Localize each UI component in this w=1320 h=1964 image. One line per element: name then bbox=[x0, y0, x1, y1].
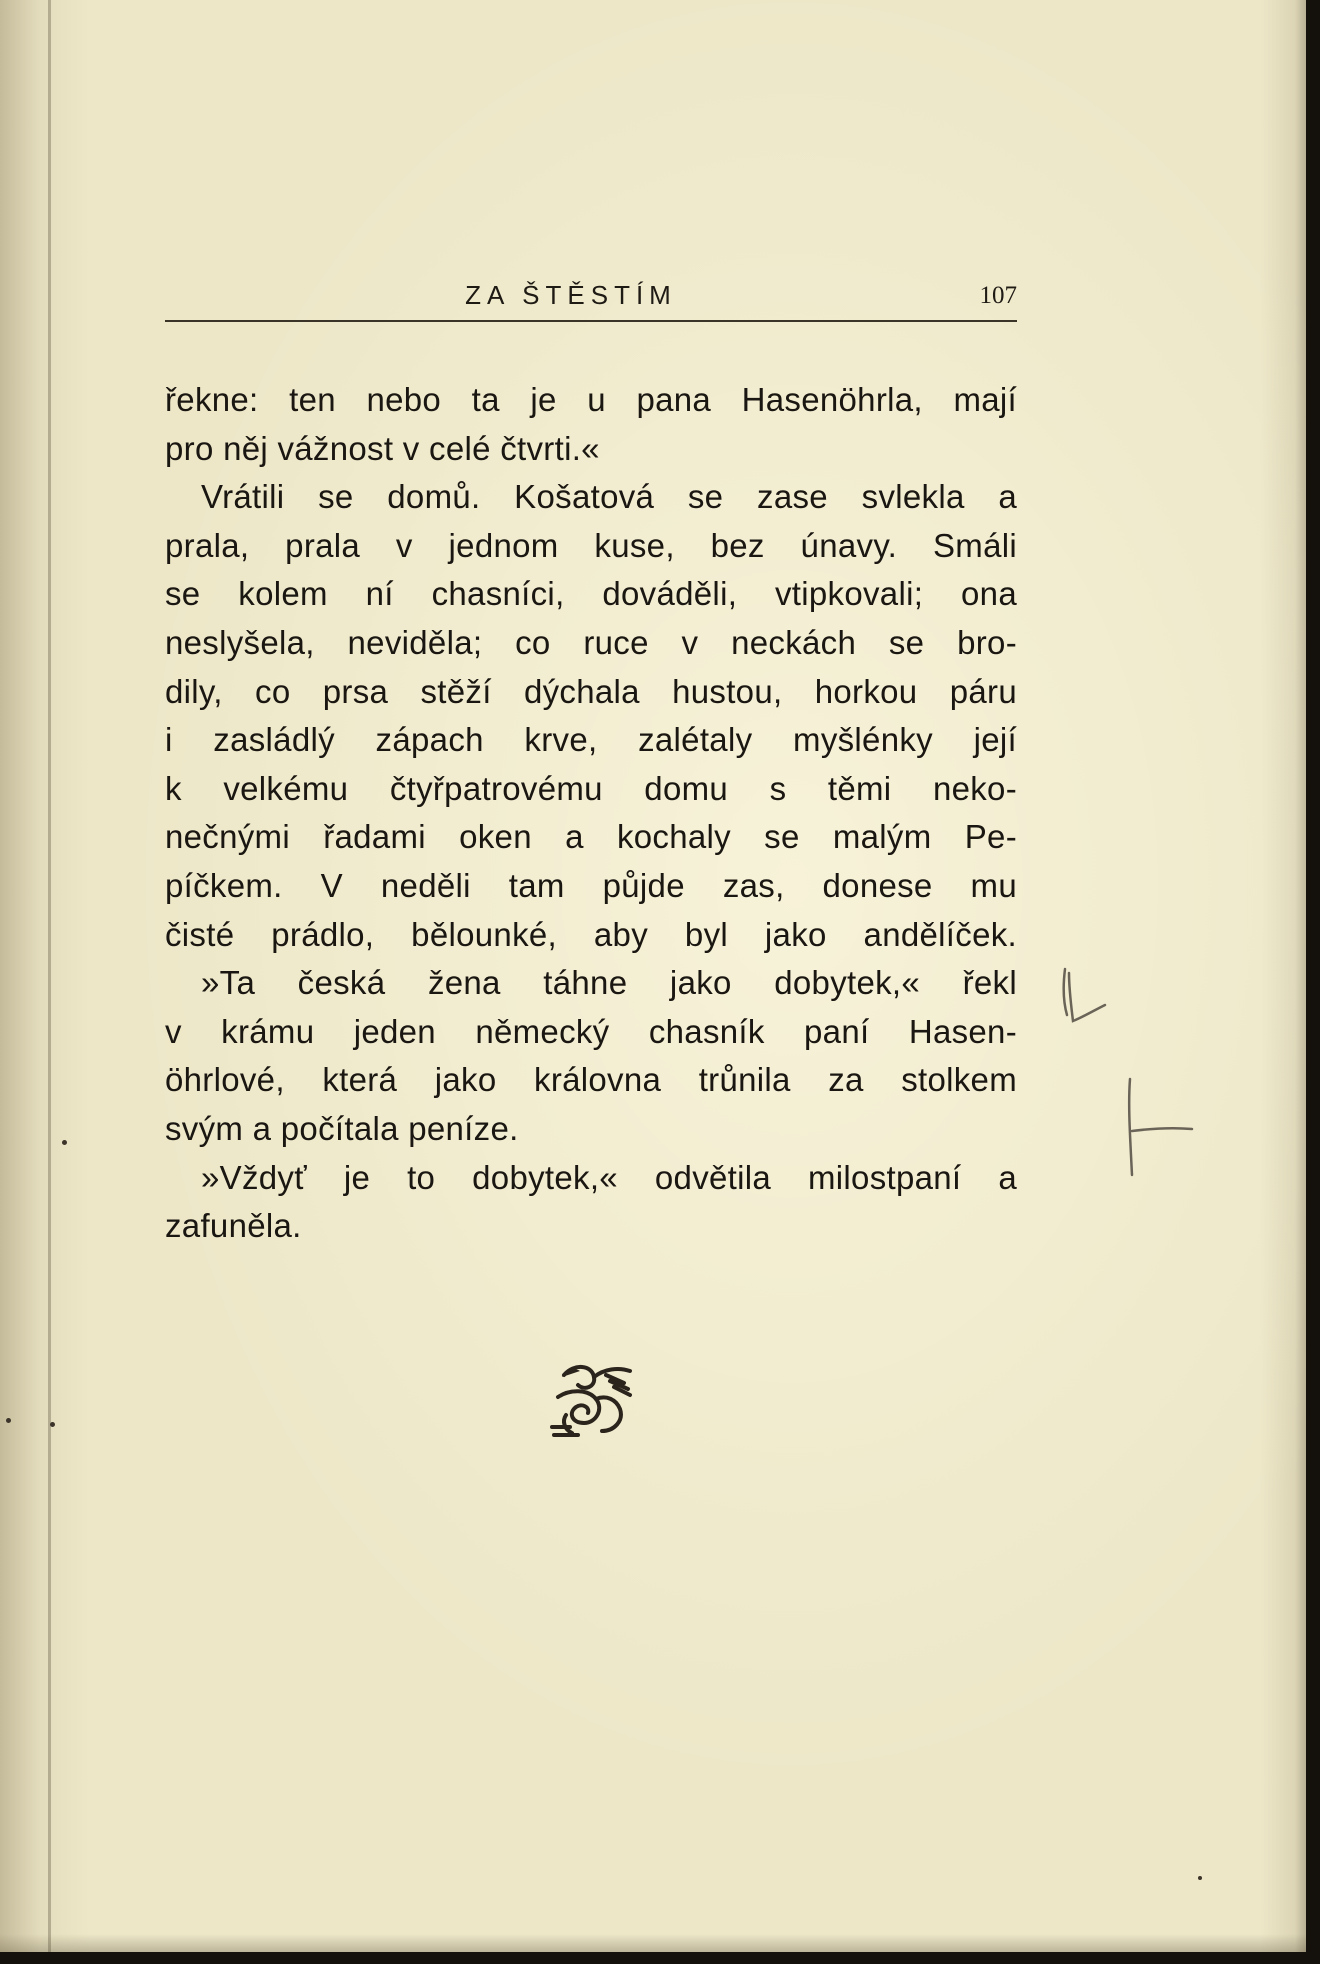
pencil-mark-icon bbox=[1118, 1075, 1198, 1185]
scan-speck bbox=[50, 1422, 55, 1427]
text-line: se kolem ní chasníci, dováděli, vtipkovali; ona bbox=[165, 575, 1017, 613]
text-line: Vrátili se domů. Košatová se zase svlekla a bbox=[201, 478, 1017, 516]
text-line: nečnými řadami oken a kochaly se malým Pe- bbox=[165, 818, 1017, 856]
running-head: ZA ŠTĚSTÍM bbox=[465, 280, 677, 310]
page-header bbox=[165, 276, 1017, 322]
text-line: pro něj vážnost v celé čtvrti.« bbox=[165, 429, 600, 467]
text-line: k velkému čtyřpatrovému domu s těmi neko- bbox=[165, 769, 1017, 807]
text-line: »Vždyť je to dobytek,« odvětila milostpaní a bbox=[201, 1158, 1017, 1196]
text-line: prala, prala v jednom kuse, bez únavy. Smáli bbox=[165, 526, 1017, 564]
scan-speck bbox=[6, 1418, 11, 1423]
pencil-mark-icon bbox=[1055, 965, 1115, 1045]
text-line: čisté prádlo, bělounké, aby byl jako andělíček. bbox=[165, 915, 1017, 953]
scan-edge-right bbox=[1306, 0, 1320, 1964]
body-text bbox=[165, 376, 1017, 1251]
text-line: neslyšela, neviděla; co ruce v neckách se bro- bbox=[165, 623, 1017, 661]
scan-speck bbox=[62, 1140, 67, 1145]
text-line: svým a počítala peníze. bbox=[165, 1109, 519, 1147]
text-line: »Ta česká žena táhne jako dobytek,« řekl bbox=[201, 964, 1017, 1002]
text-line: zafuněla. bbox=[165, 1207, 302, 1245]
spine-shadow bbox=[48, 0, 51, 1964]
scan-speck bbox=[1198, 1876, 1202, 1880]
text-line: v krámu jeden německý chasník paní Hasen- bbox=[165, 1012, 1017, 1050]
text-line: dily, co prsa stěží dýchala hustou, horkou páru bbox=[165, 672, 1017, 710]
page-number: 107 bbox=[979, 282, 1017, 309]
text-line: řekne: ten nebo ta je u pana Hasenöhrla, mají bbox=[165, 381, 1017, 418]
text-line: i zasládlý zápach krve, zalétaly myšlénky její bbox=[165, 721, 1017, 759]
text-line: öhrlové, která jako královna trůnila za stolkem bbox=[165, 1061, 1017, 1099]
dragon-ornament-icon bbox=[544, 1355, 644, 1447]
scan-edge-bottom bbox=[0, 1952, 1320, 1964]
text-line: píčkem. V neděli tam půjde zas, donese mu bbox=[165, 866, 1017, 904]
